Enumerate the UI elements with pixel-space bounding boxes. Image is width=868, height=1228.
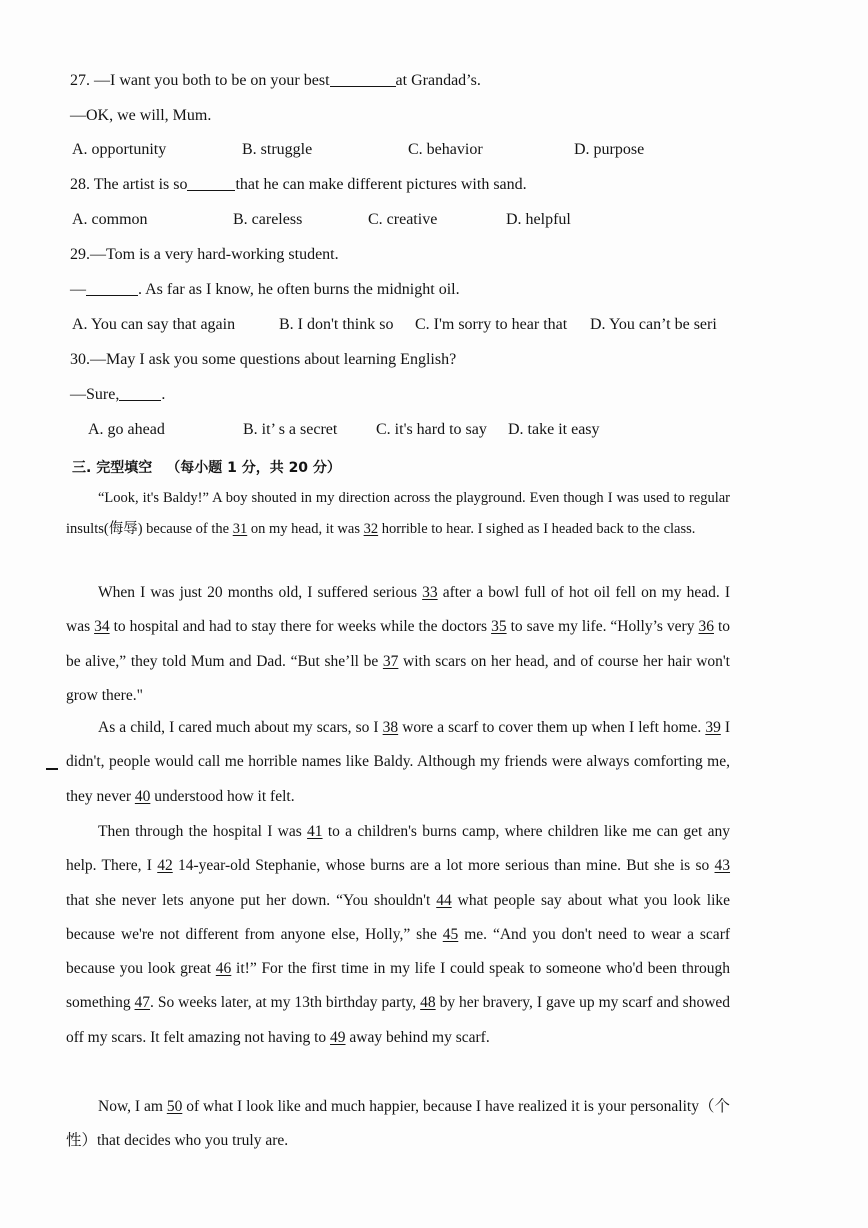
passage-text: to a children's burns camp, where children like me can get any help. There, I [66, 823, 730, 875]
question-30-options [88, 419, 848, 441]
blank-44: 44 [436, 891, 452, 909]
passage-text: me. “And you don't need to wear a scarf because you look great [66, 925, 731, 978]
passage-text: to hospital and had to stay there for weeks while the doctors [113, 618, 488, 636]
question-number: 27. [70, 72, 90, 89]
question-30 [70, 349, 456, 371]
option-c: C. behavior [408, 141, 483, 158]
passage-text: by her bravery, I gave up my scarf and showed off my scars. It felt amazing not having to [66, 994, 731, 1046]
option-d: D. take it easy [508, 421, 600, 438]
passage-text: of what I look like and much happier, because I have realized it is your personality（个性）that decides who you truly are. [66, 1098, 731, 1150]
question-number: 28. [70, 176, 90, 193]
passage-text: I didn't, people would call me horrible names like Baldy. Although my friends were always comforting me, they never [66, 719, 731, 805]
question-number: 30. [70, 351, 90, 368]
passage-text: after a bowl full of hot oil fell on my head. I was [66, 584, 730, 636]
blank-42: 42 [157, 857, 173, 875]
margin-mark [46, 768, 58, 770]
blank-38: 38 [382, 719, 399, 736]
option-c: C. creative [368, 211, 438, 228]
reply-dash: — [70, 281, 86, 298]
blank-37: 37 [382, 652, 399, 670]
passage-text: horrible to hear. I sighed as I headed back to the class. [381, 521, 696, 537]
question-29-reply [70, 279, 460, 301]
blank-48: 48 [420, 994, 436, 1012]
option-a: A. go ahead [88, 421, 165, 438]
option-d: D. You can’t be seri [590, 316, 717, 333]
blank-50: 50 [166, 1098, 183, 1115]
answer-blank [330, 70, 396, 87]
blank-43: 43 [714, 857, 731, 875]
question-29-options [72, 314, 832, 336]
option-a: A. opportunity [72, 141, 167, 158]
blank-40: 40 [134, 787, 151, 805]
passage-text: wore a scarf to cover them up when I left home. [402, 719, 702, 736]
question-number: 29. [70, 246, 90, 263]
passage-paragraph-4 [66, 815, 730, 1055]
passage-text: on my head, it was [250, 521, 360, 537]
question-27-options [72, 139, 832, 161]
passage-text: 14-year-old Stephanie, whose burns are a lot more serious than mine. But she is so [178, 857, 710, 875]
reply-text: . As far as I know, he often burns the midnight oil. [138, 281, 460, 298]
section-scoring-note: （每小题 1 分，共 20 分） [166, 460, 341, 476]
section-title: 三. 完型填空 [72, 460, 153, 476]
blank-35: 35 [491, 618, 507, 636]
passage-text: Now, I am [98, 1098, 163, 1115]
blank-49: 49 [330, 1028, 346, 1046]
question-27-reply: —OK, we will, Mum. [70, 107, 212, 124]
passage-text: that she never lets anyone put her down. “You shouldn't [66, 891, 431, 909]
answer-blank [86, 279, 138, 296]
blank-46: 46 [215, 960, 232, 978]
blank-34: 34 [94, 618, 110, 636]
blank-45: 45 [442, 925, 459, 943]
passage-text: When I was just 20 months old, I suffered serious [98, 584, 417, 601]
question-27 [70, 70, 481, 92]
passage-text: Then through the hospital I was [98, 823, 302, 840]
passage-text: “Look, it's Baldy!” A boy shouted in my direction across the playground. Even though I was used to regular insults(侮辱) because of the [66, 490, 730, 537]
passage-text: it!” For the first time in my life I could speak to someone who'd been through something [66, 960, 731, 1012]
option-b: B. struggle [242, 141, 313, 158]
blank-47: 47 [134, 994, 151, 1012]
blank-36: 36 [698, 618, 714, 636]
question-29 [70, 244, 339, 266]
option-b: B. careless [233, 211, 303, 228]
answer-blank [187, 174, 235, 191]
question-prompt: —I want you both to be on your best [94, 72, 330, 89]
option-c: C. I'm sorry to hear that [415, 316, 568, 333]
passage-text: to save my life. “Holly’s very [510, 618, 695, 636]
reply-text: —Sure, [70, 386, 120, 403]
question-prompt: —Tom is a very hard-working student. [90, 246, 339, 263]
question-prompt-end: that he can make different pictures with sand. [235, 176, 527, 193]
passage-paragraph-2 [66, 576, 730, 713]
passage-text: . So weeks later, at my 13th birthday party, [150, 994, 417, 1012]
section-heading [72, 457, 341, 479]
passage-text: with scars on her head, and of course her hair won't grow there." [66, 652, 730, 704]
blank-33: 33 [422, 584, 438, 601]
option-b: B. it’ s a secret [243, 421, 338, 438]
option-a: A. common [72, 211, 148, 228]
question-28 [70, 174, 527, 196]
passage-text: away behind my scarf. [349, 1028, 490, 1046]
answer-blank [119, 384, 161, 401]
question-prompt-end: at Grandad’s. [395, 72, 481, 89]
question-28-options [72, 209, 832, 231]
passage-text: to be alive,” they told Mum and Dad. “But she’ll be [66, 618, 731, 670]
question-prompt: —May I ask you some questions about learning English? [90, 351, 457, 368]
passage-paragraph-3 [66, 711, 730, 814]
option-b: B. I don't think so [279, 316, 394, 333]
passage-paragraph-5 [66, 1090, 730, 1159]
reply-end: . [161, 386, 166, 403]
passage-text: what people say about what you look like because we're not different from anyone else, Holly,” she [66, 891, 731, 943]
blank-41: 41 [307, 823, 323, 840]
option-d: D. purpose [574, 141, 645, 158]
question-prompt: The artist is so [93, 176, 188, 193]
blank-31: 31 [232, 521, 248, 537]
passage-text: As a child, I cared much about my scars, so I [98, 719, 379, 736]
question-30-reply [70, 384, 165, 406]
option-a: A. You can say that again [72, 316, 236, 333]
blank-32: 32 [363, 521, 379, 537]
passage-text: understood how it felt. [154, 787, 295, 805]
option-d: D. helpful [506, 211, 571, 228]
option-c: C. it's hard to say [376, 421, 487, 438]
passage-paragraph-1 [66, 483, 730, 545]
blank-39: 39 [705, 719, 721, 736]
